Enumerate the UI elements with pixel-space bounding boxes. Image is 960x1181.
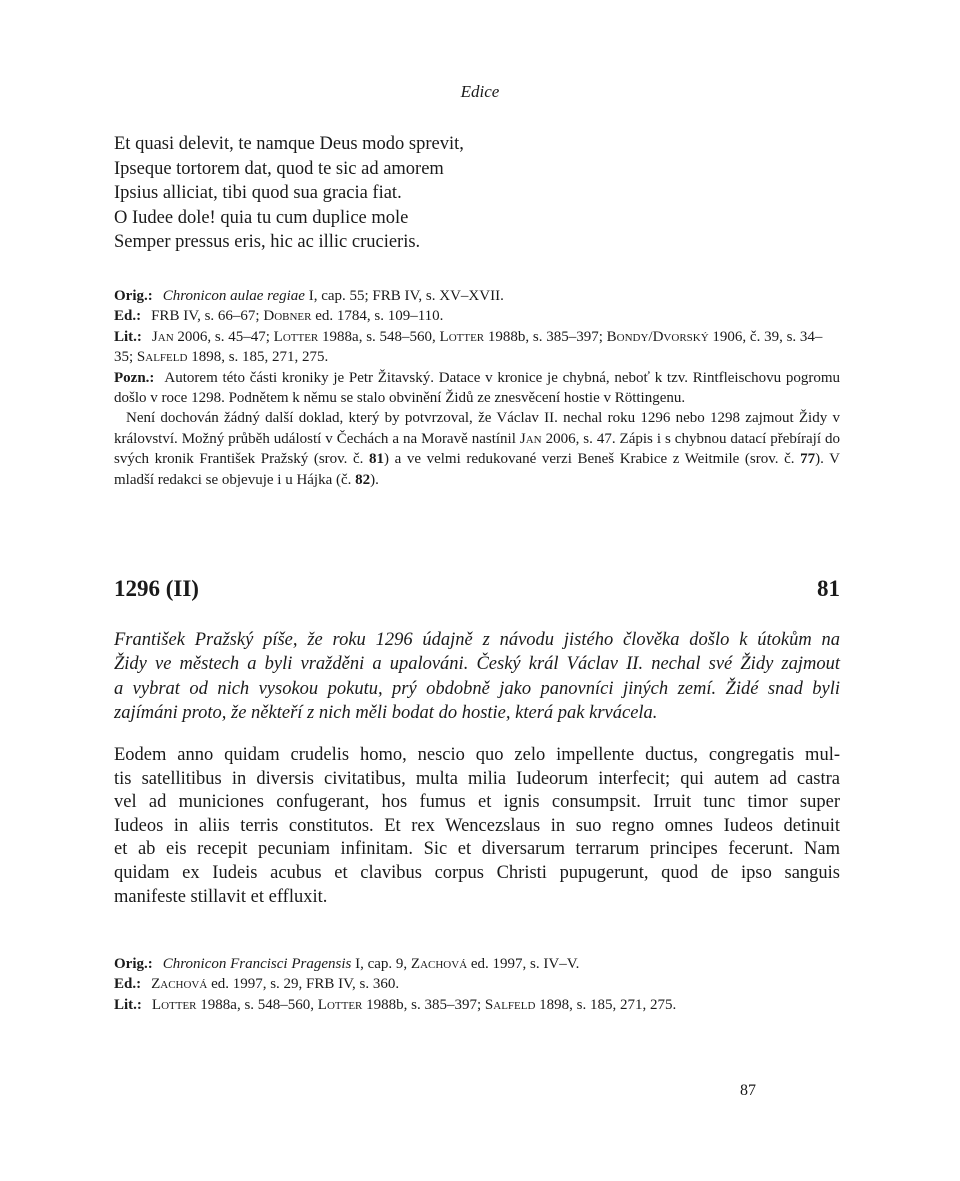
verse-block bbox=[114, 132, 844, 255]
ed-text: ed. 1997, s. 29, FRB IV, s. 360. bbox=[207, 976, 400, 993]
author-name: Lotter bbox=[317, 996, 363, 1013]
ed-text: FRB IV, s. 66–67; bbox=[151, 308, 264, 325]
apparatus-81 bbox=[114, 954, 840, 1015]
source-title: Chronicon aulae regiae bbox=[162, 288, 305, 304]
ed-entry bbox=[114, 974, 840, 994]
cross-reference: 82 bbox=[355, 471, 371, 488]
lit-text: 1988a, s. 548–560, bbox=[196, 996, 318, 1013]
author-name: Bondy/Dvorský bbox=[606, 328, 709, 345]
latin-line: quidam ex Iudeis acubus et clavibus corpus Christi pupugerunt, quod de ipso sanguis bbox=[114, 862, 840, 883]
verse-line: Ipseque tortorem dat, quod te sic ad amorem bbox=[114, 158, 444, 179]
ed-label: Ed.: bbox=[114, 308, 142, 325]
regest-line: zajímáni proto, že někteří z nich měli bodat do hostie, která pak krvácela. bbox=[114, 703, 658, 724]
note-text: Není dochován žádný další doklad, který by potvrzoval, že Václav II. nechal roku 1296 nebo 1298 zajmout Židy v království. Možný průběh událostí v Čechách a na Moravě nastínil bbox=[114, 410, 840, 447]
verse-line: Et quasi delevit, te namque Deus modo sprevit, bbox=[114, 134, 464, 154]
entry-heading bbox=[114, 576, 840, 610]
lit-text: 1988b, s. 385–397; bbox=[484, 328, 607, 345]
lit-label: Lit.: bbox=[114, 328, 142, 345]
ed-text: ed. 1784, s. 109–110. bbox=[311, 308, 444, 325]
note-text: Autorem této části kroniky je Petr Žitavský. Datace v kronice je chybná, neboť k tzv. Rintfleischovu pogromu došlo v roce 1298. Podnětem k němu se stalo obvinění Židů ze znesvěcení hostie v Röttingenu. bbox=[114, 369, 840, 407]
apparatus-80 bbox=[114, 286, 840, 490]
verse-line: Semper pressus eris, hic ac illic crucieris. bbox=[114, 232, 421, 252]
note-paragraph bbox=[114, 408, 840, 490]
latin-line: manifeste stillavit et effluxit. bbox=[114, 886, 328, 907]
lit-text: 1988a, s. 548–560, bbox=[318, 328, 440, 345]
author-name: Salfeld bbox=[136, 349, 188, 366]
source-detail: I, cap. 55; FRB IV, s. XV–XVII. bbox=[304, 288, 504, 304]
lit-entry bbox=[114, 327, 840, 368]
running-head: Edice bbox=[460, 82, 500, 101]
entry-number: 81 bbox=[817, 576, 840, 601]
author-name: Zachová bbox=[151, 976, 208, 993]
lit-text: 1906, č. 39, s. 34–35; bbox=[114, 328, 823, 366]
ed-entry bbox=[114, 306, 840, 326]
lit-text: 2006, s. 45–47; bbox=[173, 328, 274, 345]
note-entry bbox=[114, 368, 840, 409]
verse-line: O Iudee dole! quia tu cum duplice mole bbox=[114, 207, 409, 228]
author-name: Lotter bbox=[151, 996, 197, 1013]
source-detail: ed. 1997, s. IV–V. bbox=[467, 956, 580, 972]
orig-entry bbox=[114, 286, 840, 306]
entry-date: 1296 (II) bbox=[114, 576, 199, 601]
note-text: ). bbox=[370, 471, 379, 488]
ed-label: Ed.: bbox=[114, 976, 142, 993]
regest-line: František Pražský píše, že roku 1296 údajně z návodu jistého člověka došlo k útokům na bbox=[114, 630, 840, 650]
note-text: ) a ve velmi redukované verzi Beneš Krabice z Weitmile (srov. č. bbox=[384, 451, 801, 468]
note-label: Pozn.: bbox=[114, 369, 155, 386]
lit-label: Lit.: bbox=[114, 996, 142, 1013]
cross-reference: 77 bbox=[800, 451, 816, 468]
lit-text: 1898, s. 185, 271, 275. bbox=[535, 996, 677, 1013]
orig-entry bbox=[114, 954, 840, 974]
author-name: Dobner bbox=[263, 308, 312, 325]
regest-line: a vybrat od nich vysokou pokutu, prý obdobně jako panovníci jiných zemí. Židé snad byli bbox=[114, 678, 840, 699]
author-name: Zachová bbox=[410, 956, 468, 972]
page-number: 87 bbox=[740, 1082, 756, 1099]
author-name: Salfeld bbox=[484, 996, 536, 1013]
cross-reference: 81 bbox=[369, 451, 385, 468]
lit-text: 1898, s. 185, 271, 275. bbox=[187, 349, 329, 366]
lit-text: 1988b, s. 385–397; bbox=[362, 996, 485, 1013]
note-text: ). V mladší redakci se objevuje i u Hájka (č. bbox=[114, 451, 841, 488]
source-title: Chronicon Francisci Pragensis bbox=[162, 956, 352, 972]
author-name: Lotter bbox=[273, 328, 319, 345]
latin-line: Eodem anno quidam crudelis homo, nescio quo zelo impellente ductus, congregatis mul- bbox=[114, 745, 840, 765]
orig-label: Orig.: bbox=[114, 288, 153, 304]
author-name: Jan bbox=[519, 430, 542, 447]
regest bbox=[114, 628, 840, 726]
source-detail: I, cap. 9, bbox=[351, 956, 411, 972]
latin-line: vel ad municiones confugerant, hos fumus et ignis consumpsit. Irruit tunc timor super bbox=[114, 792, 840, 813]
note-text: 2006, s. 47. Zápis i s chybnou datací přebírají do svých kronik František Pražský (srov. č. bbox=[114, 430, 840, 468]
lit-entry bbox=[114, 995, 840, 1015]
author-name: Jan bbox=[151, 328, 174, 345]
latin-text bbox=[114, 744, 840, 909]
author-name: Lotter bbox=[439, 328, 485, 345]
verse-line: Ipsius alliciat, tibi quod sua gracia fiat. bbox=[114, 183, 402, 203]
regest-line: Židy ve městech a byli vražděni a upalováni. Český král Václav II. nechal své Židy zajmout bbox=[114, 654, 840, 675]
latin-line: Iudeos in aliis terris constitutos. Et rex Wencezslaus in suo regno omnes Iudeos detinuit bbox=[114, 815, 840, 836]
orig-label: Orig.: bbox=[114, 956, 153, 972]
latin-line: et ab eis recepit pecuniam infinitam. Sic et diversarum terrarum principes fecerunt. Nam bbox=[114, 839, 840, 860]
latin-line: tis satellitibus in diversis civitatibus, multa milia Iudeorum interfecit; qui autem ad castra bbox=[114, 768, 840, 789]
